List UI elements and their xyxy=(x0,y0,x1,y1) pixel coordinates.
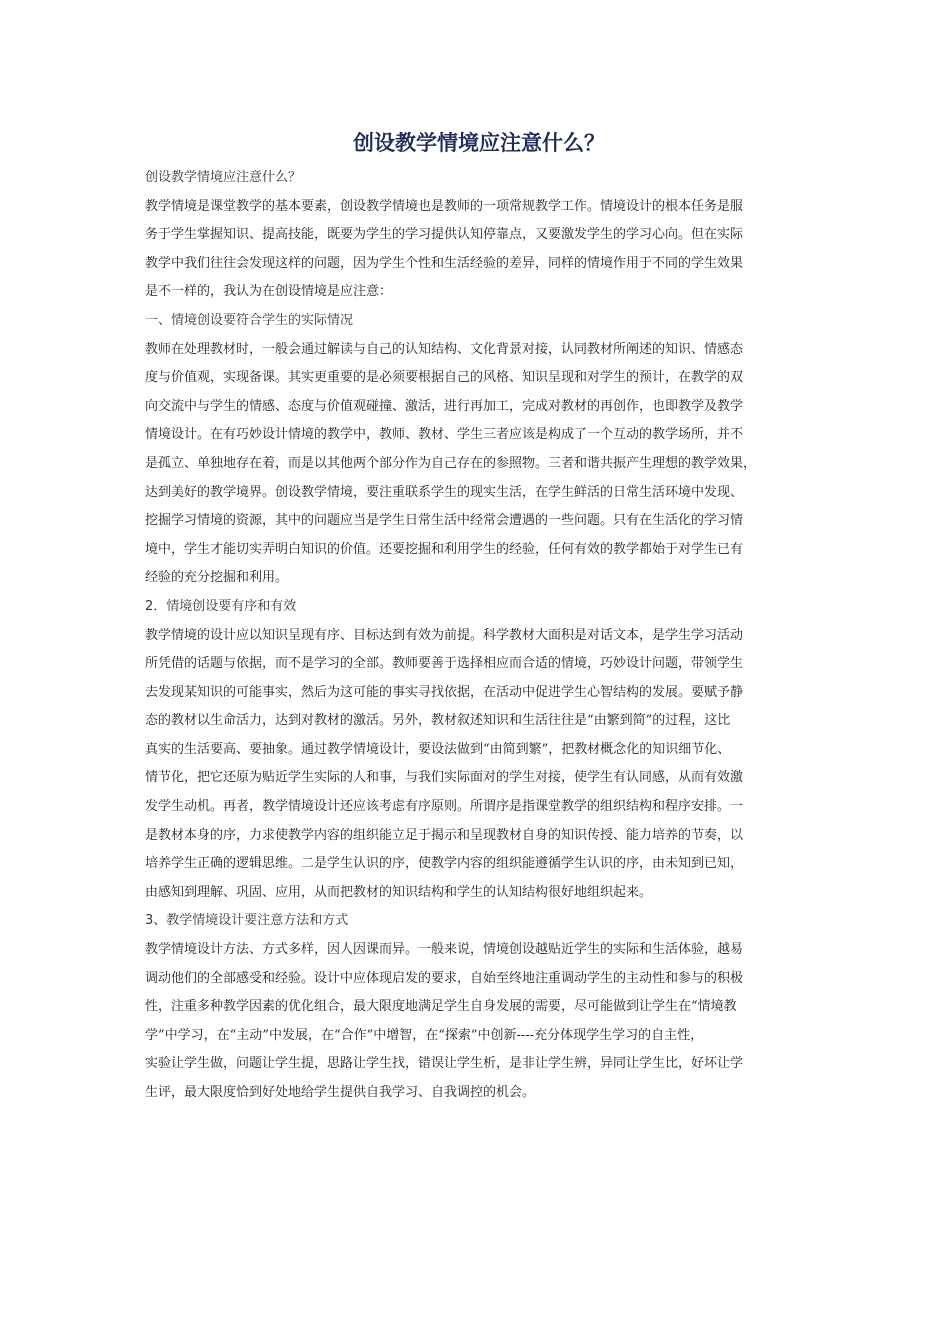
paragraph-line: 境中，学生才能切实弄明白知识的价值。还要挖掘和利用学生的经验，任何有效的教学都始于对学生已有 xyxy=(145,541,744,557)
paragraph-line: 挖掘学习情境的资源，其中的问题应当是学生日常生活中经常会遭遇的一些问题。只有在生活化的学习情 xyxy=(145,513,744,529)
section-heading: 一、情境创设要符合学生的实际情况 xyxy=(145,312,354,328)
paragraph-line: 由感知到理解、巩固、应用，从而把教材的知识结构和学生的认知结构很好地组织起来。 xyxy=(145,884,653,900)
paragraph-line: 态的教材以生命活力，达到对教材的激活。另外，教材叙述知识和生活往往是“由繁到简”的过程，这比 xyxy=(145,713,731,729)
paragraph-line: 是教材本身的序，力求使教学内容的组织能立足于揭示和呈现教材自身的知识传授、能力培养的节奏，以 xyxy=(145,827,744,843)
paragraph-line: 生评，最大限度恰到好处地给学生提供自我学习、自我调控的机会。 xyxy=(145,1085,536,1100)
paragraph-line: 是孤立、单独地存在着，而是以其他两个部分作为自己存在的参照物。三者和谐共振产生理想的教学效果， xyxy=(145,455,757,471)
paragraph-line: 性，注重多种教学因素的优化组合，最大限度地满足学生自身发展的需要，尽可能做到让学生在“情境教 xyxy=(145,999,737,1015)
paragraph-line: 经验的充分挖掘和利用。 xyxy=(145,570,289,586)
paragraph-line: 所凭借的话题与依据，而不是学习的全部。教师要善于选择相应而合适的情境，巧妙设计问题，带领学生 xyxy=(145,656,744,672)
paragraph-line: 去发现某知识的可能事实，然后为这可能的事实寻找依据，在活动中促进学生心智结构的发展。要赋予静 xyxy=(145,684,744,700)
paragraph-line: 学”中学习，在“主动”中发展，在“合作”中增智，在“探索”中创新----充分体现学生学习的自主性， xyxy=(145,1027,704,1043)
paragraph-line: 情节化，把它还原为贴近学生实际的人和事，与我们实际面对的学生对接，使学生有认同感，从而有效激 xyxy=(145,770,744,786)
paragraph-line: 是不一样的，我认为在创设情境是应注意： xyxy=(145,284,393,300)
paragraph-line: 教学情境设计方法、方式多样，因人因课而异。一般来说，情境创设越贴近学生的实际和生活体验，越易 xyxy=(145,942,744,958)
section-heading: 3、教学情境设计要注意方法和方式 xyxy=(145,913,349,929)
document-body xyxy=(145,164,813,1108)
paragraph-line: 向交流中与学生的情感、态度与价值观碰撞、激活，进行再加工，完成对教材的再创作，也即教学及教学 xyxy=(145,398,744,414)
paragraph-line: 务于学生掌握知识、提高技能，既要为学生的学习提供认知停靠点，又要激发学生的学习心向。但在实际 xyxy=(145,227,744,243)
paragraph-line: 实验让学生做，问题让学生提，思路让学生找，错误让学生析，是非让学生辨，异同让学生比，好坏让学 xyxy=(145,1056,744,1072)
paragraph-line: 教学中我们往往会发现这样的问题，因为学生个性和生活经验的差异，同样的情境作用于不同的学生效果 xyxy=(145,255,744,271)
document-title: 创设教学情境应注意什么？ xyxy=(353,131,605,155)
paragraph-line: 调动他们的全部感受和经验。设计中应体现启发的要求，自始至终地注重调动学生的主动性和参与的积极 xyxy=(145,970,744,986)
paragraph-line: 达到美好的教学境界。创设教学情境，要注重联系学生的现实生活，在学生鲜活的日常生活环境中发现、 xyxy=(145,484,744,500)
paragraph-line: 情境设计。在有巧妙设计情境的教学中，教师、教材、学生三者应该是构成了一个互动的教学场所，并不 xyxy=(145,427,744,443)
paragraph-line: 度与价值观，实现备课。其实更重要的是必须要根据自己的风格、知识呈现和对学生的预计，在教学的双 xyxy=(145,370,744,386)
paragraph-line: 教师在处理教材时，一般会通过解读与自己的认知结构、文化背景对接，认同教材所阐述的知识、情感态 xyxy=(145,341,744,357)
paragraph-line: 发学生动机。再者，教学情境设计还应该考虑有序原则。所谓序是指课堂教学的组织结构和程序安排。一 xyxy=(145,799,744,815)
section-heading: 2．情境创设要有序和有效 xyxy=(145,598,297,614)
paragraph-line: 培养学生正确的逻辑思维。二是学生认识的序，使教学内容的组织能遵循学生认识的序，由未知到已知， xyxy=(145,856,744,872)
paragraph-line: 教学情境是课堂教学的基本要素，创设教学情境也是教师的一项常规教学工作。情境设计的根本任务是服 xyxy=(145,198,744,214)
section-heading: 创设教学情境应注意什么？ xyxy=(145,170,302,185)
document-page xyxy=(145,128,813,1108)
paragraph-line: 真实的生活要高、要抽象。通过教学情境设计，要设法做到“由简到繁”，把教材概念化的知识细节化、 xyxy=(145,741,731,757)
paragraph-line: 教学情境的设计应以知识呈现有序、目标达到有效为前提。科学教材大面积是对话文本，是学生学习活动 xyxy=(145,627,744,643)
